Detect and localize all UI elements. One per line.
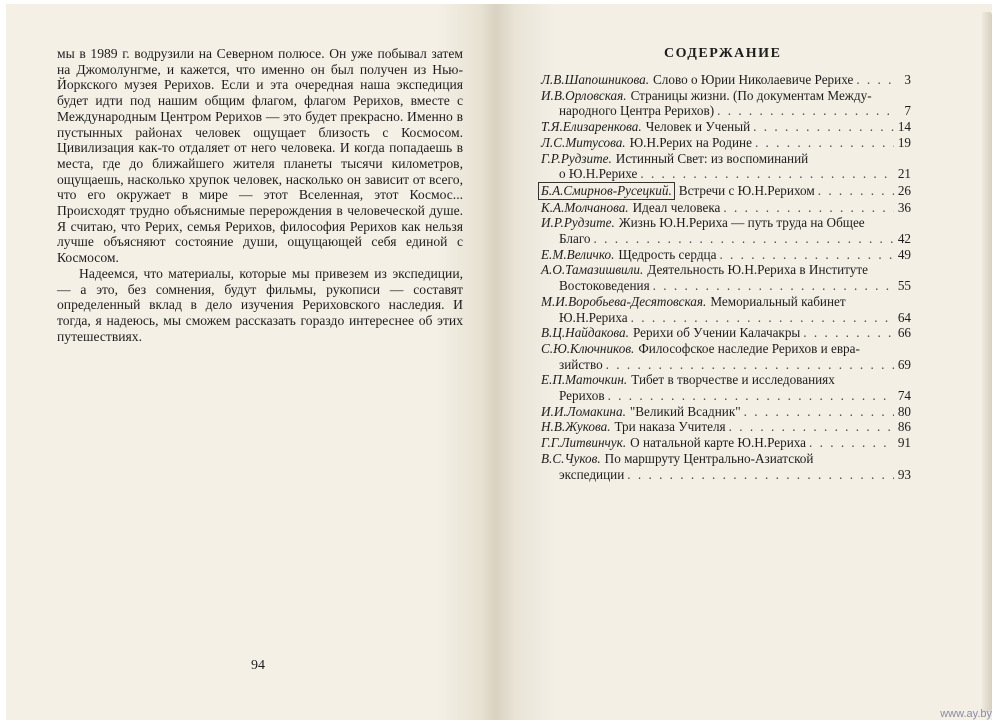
toc-title-text: Рерихи об Учении Калачакры [632, 325, 801, 341]
toc-title-text: Идеал человека [632, 199, 721, 215]
leader-dots [729, 419, 894, 435]
toc-author: И.И.Ломакина. [541, 403, 626, 419]
toc-line [541, 388, 911, 404]
toc-line [541, 72, 911, 88]
toc-title-text: экспедиции [559, 466, 625, 482]
toc-line [541, 278, 911, 294]
toc-entry [541, 451, 911, 482]
toc-entry [541, 72, 911, 88]
toc-entry [541, 182, 911, 200]
toc-line [541, 310, 911, 326]
toc-page-number: 66 [897, 325, 911, 341]
toc-page-number: 91 [897, 435, 911, 451]
watermark: www.ay.by [940, 708, 992, 720]
toc-author: С.Ю.Ключников. [541, 340, 635, 356]
toc-author: В.Ц.Найдакова. [541, 325, 629, 341]
paragraph: Надеемся, что материалы, которые мы привезем из экспедиции, — а это, без сомнения, будут фильмы, рукописи — составят определенный вклад в дело изучения Рериховского наследия. И тогда, я надеюсь, мы сможем рассказать гораздо интереснее об этих путешествиях. [57, 265, 463, 344]
toc-page-number: 36 [897, 199, 911, 215]
left-page-text [57, 46, 463, 344]
toc-page-number: 74 [897, 388, 911, 404]
leader-dots [608, 388, 894, 404]
toc-title-text: По маршруту Центрально-Азиатской [604, 450, 814, 466]
toc-line [541, 372, 911, 388]
toc-author: Л.В.Шапошникова. [541, 72, 649, 87]
toc-title-text: Три наказа Учителя [614, 419, 726, 435]
toc-author: И.Р.Рудзите. [541, 215, 615, 231]
toc-author: Л.С.Митусова. [541, 134, 626, 150]
toc-title-text: Философское наследие Рерихов и евра- [638, 340, 860, 356]
toc-title-text: народного Центра Рерихов) [559, 103, 715, 119]
toc-entry [541, 135, 911, 151]
toc-entry [541, 419, 911, 435]
toc-title-text: Слово о Юрии Николаевиче Рерихе [653, 72, 854, 87]
toc-author: А.О.Тамазишвили. [541, 262, 644, 278]
page-edge [982, 12, 992, 712]
toc-page-number: 86 [897, 419, 911, 435]
toc-page-number: 7 [904, 103, 911, 119]
toc-title: СОДЕРЖАНИЕ [664, 46, 782, 61]
toc-title-text: Ю.Н.Рериха [559, 309, 628, 325]
toc-author: Н.В.Жукова. [541, 419, 611, 435]
leader-dots [744, 404, 894, 420]
page-number: 94 [251, 658, 265, 673]
toc-title-text: зийство [559, 356, 603, 372]
toc-entry [541, 215, 911, 246]
toc-title-text: Истинный Свет: из воспоминаний [615, 150, 809, 166]
toc-line [541, 435, 911, 451]
toc-page-number: 19 [897, 134, 911, 150]
toc-page-number: 64 [897, 309, 911, 325]
toc-page-number: 55 [897, 278, 911, 294]
toc-title-text: Ю.Н.Рерих на Родине [629, 134, 752, 150]
toc-line [541, 404, 911, 420]
toc-author: И.В.Орловская. [541, 87, 627, 103]
toc-page-number: 93 [897, 466, 911, 482]
toc-line [541, 166, 911, 182]
toc-page-number: 80 [897, 403, 911, 419]
toc-author: Е.М.Величко. [541, 246, 615, 262]
toc-line [541, 467, 911, 483]
leader-dots [640, 166, 894, 182]
toc-page-number: 26 [897, 182, 911, 198]
leader-dots [755, 135, 894, 151]
toc-entry [541, 435, 911, 451]
toc-line [541, 215, 911, 231]
leader-dots [809, 435, 894, 451]
toc-title-text: О натальной карте Ю.Н.Рериха [630, 435, 807, 451]
toc-title-text: Рерихов [559, 388, 605, 404]
paragraph: мы в 1989 г. водрузили на Северном полюсе. Он уже побывал затем на Джомолунгме, и кажется, что именно он был получен из Нью-Йоркского музея Рерихов. Если и эта очередная наша экспедиция будет идти под нашим общим флагом, флагом Рерихов, вместе с Международным Центром Рерихов — это будет прекрасно. Именно в пустынных районах человек ощущает близость с Космосом. Цивилизация как-то отдаляет от него человека. И когда попадаешь в места, где до ближайшего жителя планеты тысячи километров, ощущаешь, насколько хрупок человек, насколько он зависит от всего, что его окружает в мире — этот Вселенная, этот Космос... Происходят трудно объяснимые перерождения в человеческой душе. Я считаю, что Рерих, семья Рерихов, философия Рерихов как нельзя лучше объясняют состояние души, ощущающей себя единой с Космосом. [57, 46, 463, 266]
leader-dots [653, 278, 894, 294]
toc-title-text: Деятельность Ю.Н.Рериха в Институте [647, 262, 868, 278]
toc-title-text: Человек и Ученый [645, 119, 751, 135]
toc-title-text: Благо [559, 231, 591, 247]
toc-line [541, 262, 911, 278]
toc-entry [541, 119, 911, 135]
toc-entry [541, 341, 911, 372]
toc-line [541, 419, 911, 435]
toc-entry [541, 247, 911, 263]
toc-line [541, 231, 911, 247]
toc-author: Г.Г.Литвинчук. [541, 435, 627, 451]
toc-author: Т.Я.Елизаренкова. [541, 119, 642, 135]
leader-dots [631, 310, 894, 326]
toc-title-text: Щедрость сердца [618, 246, 717, 262]
toc-line [541, 119, 911, 135]
toc-title-text: о Ю.Н.Рерихе [559, 166, 638, 182]
toc-page-number: 49 [897, 246, 911, 262]
leader-dots [818, 183, 894, 199]
left-page [6, 4, 496, 720]
toc-page-number: 42 [897, 231, 911, 247]
toc-title-text: Востоковедения [559, 278, 650, 294]
toc-title-text: "Великий Всадник" [629, 403, 741, 419]
leader-dots [606, 357, 894, 373]
leader-dots [627, 467, 894, 483]
toc-line [541, 200, 911, 216]
toc-page-number: 69 [897, 356, 911, 372]
toc-entry [541, 294, 911, 325]
toc-author: Б.А.Смирнов-Русецкий. [538, 182, 675, 200]
toc-title-text: Жизнь Ю.Н.Рериха — путь труда на Общее [618, 215, 865, 231]
leader-dots [723, 200, 894, 216]
toc-entry [541, 262, 911, 293]
open-book [6, 4, 992, 720]
toc-author: Г.Р.Рудзите. [541, 150, 612, 166]
leader-dots [856, 72, 894, 88]
toc-page-number: 21 [897, 166, 911, 182]
toc-line [541, 294, 911, 310]
leader-dots [717, 103, 894, 119]
toc-title-text: Страницы жизни. (По документам Между- [630, 87, 872, 103]
toc-entry [541, 404, 911, 420]
toc-entry [541, 325, 911, 341]
toc-entry [541, 372, 911, 403]
toc-line [541, 135, 911, 151]
toc-line [541, 182, 911, 200]
toc-line [541, 357, 911, 373]
toc-entry [541, 88, 911, 119]
toc-title-text: Мемориальный кабинет [710, 293, 846, 309]
toc-line [541, 88, 911, 104]
toc-line [541, 151, 911, 167]
toc-entry [541, 200, 911, 216]
toc-title-text: Тибет в творчестве и исследованиях [631, 372, 835, 388]
toc-line [541, 247, 911, 263]
toc-page-number: 14 [897, 119, 911, 135]
toc-line [541, 341, 911, 357]
leader-dots [753, 119, 894, 135]
toc-author: В.С.Чуков. [541, 450, 601, 466]
toc-entry [541, 151, 911, 182]
toc-line [541, 325, 911, 341]
toc-title-text: Встречи с Ю.Н.Рерихом [678, 182, 815, 198]
toc-line [541, 103, 911, 119]
toc-author: Е.П.Маточкин. [541, 372, 628, 388]
leader-dots [594, 231, 894, 247]
toc-author: М.И.Воробьева-Десятовская. [541, 293, 707, 309]
leader-dots [803, 325, 894, 341]
leader-dots [719, 247, 894, 263]
toc-page-number: 3 [904, 72, 911, 87]
toc-line [541, 451, 911, 467]
toc-author: К.А.Молчанова. [541, 199, 629, 215]
table-of-contents [541, 72, 911, 482]
